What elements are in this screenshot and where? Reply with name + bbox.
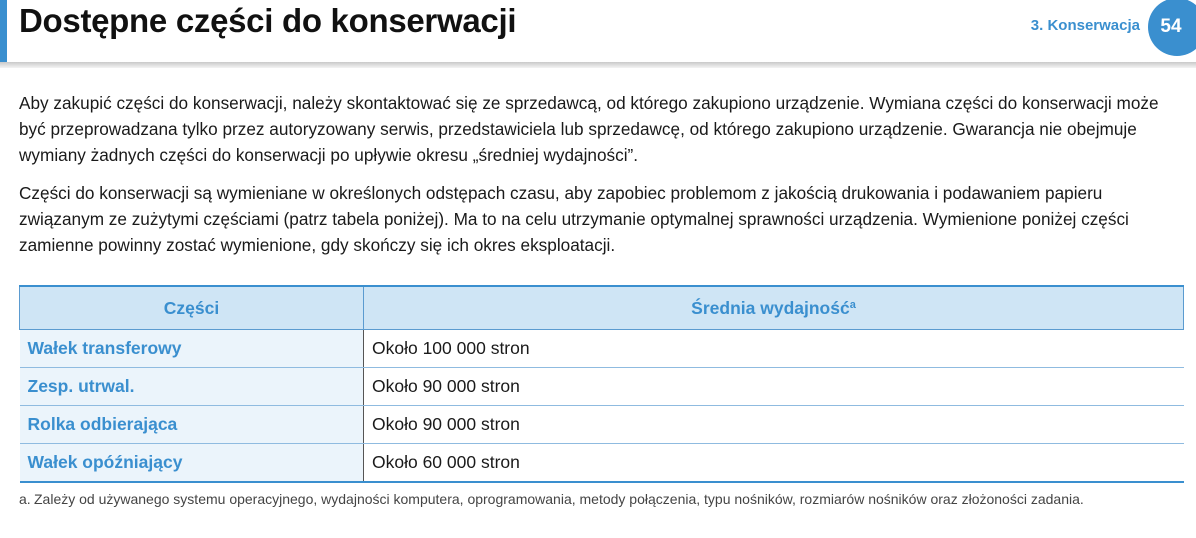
footnote-label: a. — [19, 491, 31, 507]
intro-paragraph: Aby zakupić części do konserwacji, należy skontaktować się ze sprzedawcą, od którego zakupiono urządzenie. Wymiana części do konserwacji może być przeprowadzana tylko przez autoryzowany serwis, przedstawiciela lub sprzedawcę, od którego zakupiono urządzenie. Gwarancja nie obejmuje wymiany żadnych części do konserwacji po upływie okresu „średniej wydajności”. — [19, 93, 1159, 165]
title-divider — [0, 62, 1196, 68]
part-yield: Około 90 000 stron — [364, 406, 1184, 444]
table-header-row — [20, 286, 1184, 330]
footnote — [19, 490, 1189, 509]
table-row — [20, 444, 1184, 483]
footnote-marker: a — [849, 298, 856, 311]
footnote-text: Zależy od używanego systemu operacyjnego, wydajności komputera, oprogramowania, metody połączenia, typu nośników, rozmiarów nośników oraz złożoności zadania. — [34, 491, 1084, 507]
chapter-label: 3. Konserwacja — [1030, 17, 1140, 34]
part-name: Rolka odbierająca — [20, 406, 364, 444]
replacement-paragraph: Części do konserwacji są wymieniane w określonych odstępach czasu, aby zapobiec problemom z jakością drukowania i podawaniem papieru związanym ze zużytymi częściami (patrz tabela poniżej). Ma to na celu utrzymanie optymalnej sprawności urządzenia. Wymienione poniżej części zamienne powinny zostać wymienione, gdy skończy się ich okres eksploatacji. — [19, 183, 1129, 255]
part-name: Zesp. utrwal. — [20, 368, 364, 406]
table-row — [20, 330, 1184, 368]
table-row — [20, 406, 1184, 444]
part-yield: Około 100 000 stron — [364, 330, 1184, 368]
part-name: Wałek transferowy — [20, 330, 364, 368]
maintenance-parts-table — [19, 285, 1184, 483]
header-average-yield: Średnia wydajność$^a$ — [364, 286, 1184, 330]
part-yield: Około 60 000 stron — [364, 444, 1184, 483]
header-parts: Części — [20, 286, 364, 330]
table-row — [20, 368, 1184, 406]
part-name: Wałek opóźniający — [20, 444, 364, 483]
left-accent-bar — [0, 0, 7, 63]
page-number-badge: 54 — [1148, 0, 1196, 56]
page-title: Dostępne części do konserwacji — [19, 2, 517, 39]
part-yield: Około 90 000 stron — [364, 368, 1184, 406]
